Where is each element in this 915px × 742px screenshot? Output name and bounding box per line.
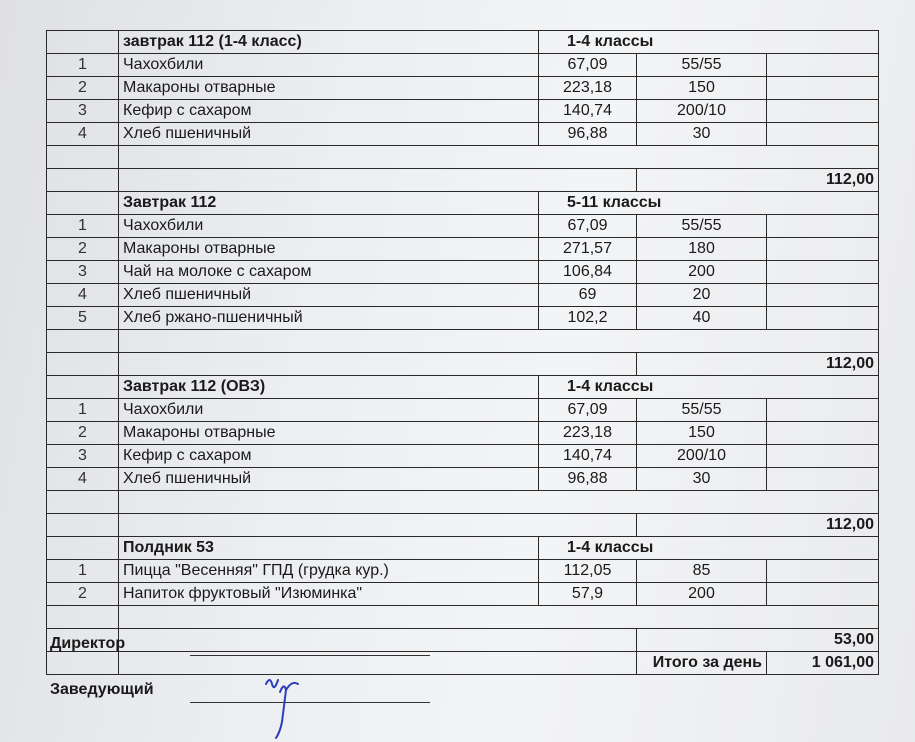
item-price: 140,74 (539, 100, 637, 123)
item-price: 69 (539, 284, 637, 307)
item-portion: 200/10 (637, 445, 767, 468)
blank-row (47, 606, 879, 629)
item-portion: 55/55 (637, 399, 767, 422)
menu-sheet (46, 30, 878, 675)
item-number: 3 (47, 100, 119, 123)
item-name: Пицца "Весенняя" ГПД (грудка кур.) (119, 560, 539, 583)
subtotal-row (47, 169, 879, 192)
item-portion: 40 (637, 307, 767, 330)
item-price: 102,2 (539, 307, 637, 330)
item-portion: 85 (637, 560, 767, 583)
empty-cell (47, 146, 119, 169)
item-portion: 200/10 (637, 100, 767, 123)
section-title: завтрак 112 (1-4 класс) (119, 31, 539, 54)
item-price: 67,09 (539, 54, 637, 77)
empty-cell (47, 169, 119, 192)
section-subtotal: 112,00 (637, 169, 879, 192)
table-row (47, 583, 879, 606)
item-portion: 150 (637, 422, 767, 445)
table-row (47, 77, 879, 100)
item-number: 1 (47, 560, 119, 583)
empty-cell (119, 491, 879, 514)
item-number: 2 (47, 583, 119, 606)
item-price: 140,74 (539, 445, 637, 468)
empty-cell (47, 330, 119, 353)
item-name: Макароны отварные (119, 77, 539, 100)
empty-cell (767, 422, 879, 445)
table-row (47, 261, 879, 284)
empty-cell (119, 629, 637, 652)
empty-cell (119, 146, 879, 169)
table-row (47, 284, 879, 307)
section-title: Завтрак 112 (ОВЗ) (119, 376, 539, 399)
empty-cell (47, 353, 119, 376)
item-name: Хлеб пшеничный (119, 284, 539, 307)
item-number: 3 (47, 445, 119, 468)
item-name: Макароны отварные (119, 422, 539, 445)
section-header (47, 537, 879, 560)
empty-cell (767, 77, 879, 100)
total-row (47, 652, 879, 675)
empty-cell (767, 468, 879, 491)
section-grade: 5-11 классы (539, 192, 879, 215)
empty-cell (47, 491, 119, 514)
empty-cell (767, 307, 879, 330)
item-name: Макароны отварные (119, 238, 539, 261)
empty-cell (47, 652, 119, 675)
handwritten-signature (258, 662, 318, 742)
table-row (47, 238, 879, 261)
item-name: Чахохбили (119, 215, 539, 238)
table-row (47, 307, 879, 330)
empty-cell (119, 514, 637, 537)
empty-cell (119, 169, 637, 192)
item-name: Кефир с сахаром (119, 100, 539, 123)
section-grade: 1-4 классы (539, 537, 879, 560)
item-name: Кефир с сахаром (119, 445, 539, 468)
empty-cell (767, 215, 879, 238)
empty-cell (119, 353, 637, 376)
item-portion: 180 (637, 238, 767, 261)
empty-cell (767, 583, 879, 606)
blank-row (47, 330, 879, 353)
table-row (47, 215, 879, 238)
empty-cell (47, 606, 119, 629)
item-portion: 55/55 (637, 215, 767, 238)
blank-row (47, 491, 879, 514)
item-price: 112,05 (539, 560, 637, 583)
item-portion: 30 (637, 123, 767, 146)
item-number: 1 (47, 399, 119, 422)
table-row (47, 445, 879, 468)
item-price: 271,57 (539, 238, 637, 261)
table-row (47, 560, 879, 583)
subtotal-row (47, 353, 879, 376)
item-portion: 200 (637, 261, 767, 284)
item-name: Хлеб пшеничный (119, 468, 539, 491)
manager-label: Заведующий (50, 681, 154, 698)
table-row (47, 100, 879, 123)
item-price: 96,88 (539, 468, 637, 491)
subtotal-row (47, 514, 879, 537)
item-price: 223,18 (539, 77, 637, 100)
item-number: 4 (47, 123, 119, 146)
section-grade: 1-4 классы (539, 31, 879, 54)
section-title: Полдник 53 (119, 537, 539, 560)
empty-cell (767, 445, 879, 468)
section-subtotal: 112,00 (637, 514, 879, 537)
subtotal-row (47, 629, 879, 652)
empty-cell (767, 54, 879, 77)
section-subtotal: 53,00 (637, 629, 879, 652)
empty-cell (767, 123, 879, 146)
empty-cell (47, 192, 119, 215)
empty-cell (767, 560, 879, 583)
item-name: Чахохбили (119, 54, 539, 77)
director-label: Директор (50, 635, 126, 652)
item-number: 3 (47, 261, 119, 284)
item-number: 2 (47, 422, 119, 445)
item-number: 2 (47, 77, 119, 100)
item-price: 67,09 (539, 215, 637, 238)
empty-cell (767, 284, 879, 307)
table-row (47, 54, 879, 77)
empty-cell (47, 376, 119, 399)
item-portion: 200 (637, 583, 767, 606)
item-number: 5 (47, 307, 119, 330)
table-row (47, 123, 879, 146)
total-label: Итого за день (637, 652, 767, 675)
empty-cell (767, 238, 879, 261)
item-portion: 30 (637, 468, 767, 491)
section-header (47, 31, 879, 54)
item-number: 1 (47, 54, 119, 77)
table-row (47, 399, 879, 422)
menu-table (46, 30, 879, 675)
item-price: 96,88 (539, 123, 637, 146)
item-price: 67,09 (539, 399, 637, 422)
section-header (47, 376, 879, 399)
item-name: Чахохбили (119, 399, 539, 422)
item-price: 57,9 (539, 583, 637, 606)
table-row (47, 468, 879, 491)
item-name: Напиток фруктовый "Изюминка" (119, 583, 539, 606)
item-price: 106,84 (539, 261, 637, 284)
item-number: 4 (47, 284, 119, 307)
item-price: 223,18 (539, 422, 637, 445)
empty-cell (119, 606, 879, 629)
item-portion: 55/55 (637, 54, 767, 77)
section-header (47, 192, 879, 215)
empty-cell (767, 100, 879, 123)
empty-cell (767, 399, 879, 422)
item-portion: 20 (637, 284, 767, 307)
item-portion: 150 (637, 77, 767, 100)
empty-cell (47, 514, 119, 537)
item-number: 4 (47, 468, 119, 491)
director-signature-line (190, 655, 430, 656)
empty-cell (47, 537, 119, 560)
item-number: 2 (47, 238, 119, 261)
empty-cell (47, 31, 119, 54)
section-grade: 1-4 классы (539, 376, 879, 399)
table-row (47, 422, 879, 445)
section-subtotal: 112,00 (637, 353, 879, 376)
total-value: 1 061,00 (767, 652, 879, 675)
section-title: Завтрак 112 (119, 192, 539, 215)
empty-cell (119, 330, 879, 353)
blank-row (47, 146, 879, 169)
empty-cell (767, 261, 879, 284)
item-number: 1 (47, 215, 119, 238)
item-name: Хлеб ржано-пшеничный (119, 307, 539, 330)
item-name: Чай на молоке с сахаром (119, 261, 539, 284)
item-name: Хлеб пшеничный (119, 123, 539, 146)
